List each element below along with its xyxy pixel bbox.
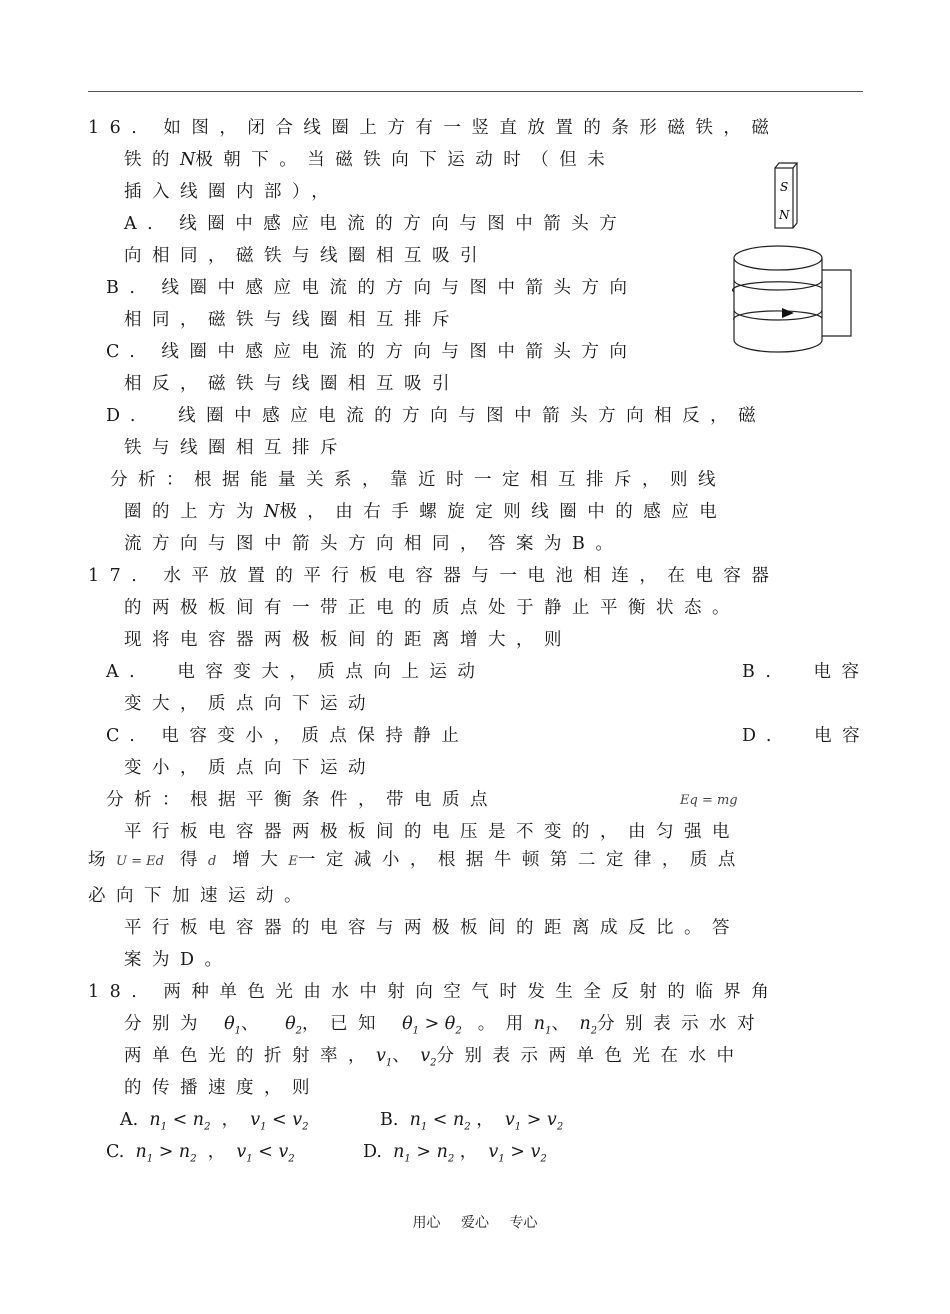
q16-option-b-line2: 相同，磁铁与线圈相互排斥: [124, 310, 460, 330]
magnet-coil-figure: [728, 160, 858, 360]
q16-line1: 16. 如图，闭合线圈上方有一竖直放置的条形磁铁，磁: [88, 118, 780, 138]
q16-line3: 插入线圈内部），: [124, 182, 340, 202]
q17-equation-eq-mg: Eq = mg: [680, 793, 738, 808]
q18-line3: 两单色光的折射率，$v_1$、$v_2$分别表示两单色光在水中: [124, 1046, 745, 1069]
q17-option-d-line1: D. 电容: [742, 726, 871, 746]
q16-option-d-line2: 铁与线圈相互排斥: [124, 438, 348, 458]
q18-line4: 的传播速度，则: [124, 1078, 320, 1098]
q16-analysis-line1: 分析：根据能量关系，靠近时一定相互排斥，则线: [110, 470, 726, 490]
q17-line2: 的两极板间有一带正电的质点处于静止平衡状态。: [124, 598, 740, 618]
q17-analysis-line3: 场U = Ed 得d 增大E一定减小，根据牛顿第二定律，质点: [88, 850, 746, 870]
q16-option-b-line1: B. 线圈中感应电流的方向与图中箭头方向: [106, 278, 638, 298]
footer-word-3: 专心: [509, 1215, 538, 1231]
q16-line2: 铁的N极朝下。当磁铁向下运动时（但未: [124, 150, 616, 170]
footer-word-2: 爱心: [461, 1215, 489, 1231]
magnet-n-label: N: [779, 208, 790, 222]
current-arrow-icon: [782, 308, 794, 318]
q17-analysis-line1: 分析：根据平衡条件，带电质点: [106, 790, 498, 810]
page-footer: [0, 1212, 950, 1232]
q16-option-d-line1: D. 线圈中感应电流的方向与图中箭头方向相反，磁: [106, 406, 767, 426]
q18-option-b: B. $n_1 < n_2$ ， $v_1 > v_2$: [380, 1110, 564, 1133]
q17-option-b-line2: 变大，质点向下运动: [124, 694, 376, 714]
q17-option-c: C. 电容变小，质点保持静止: [106, 726, 470, 746]
q18-line1: 18. 两种单色光由水中射向空气时发生全反射的临界角: [88, 982, 780, 1002]
q16-option-c-line1: C. 线圈中感应电流的方向与图中箭头方向: [106, 342, 638, 362]
q18-option-d: D. $n_1 > n_2$ ， $v_1 > v_2$: [363, 1142, 547, 1165]
q17-analysis-line5: 平行板电容器的电容与两极板间的距离成反比。答: [124, 918, 740, 938]
q18-option-c: C. $n_1 > n_2$ ， $v_1 < v_2$: [106, 1142, 295, 1165]
q17-analysis-line6: 案为D。: [124, 950, 233, 970]
q17-analysis-line4: 必向下加速运动。: [88, 886, 312, 906]
q16-option-a-line1: A. 线圈中感应电流的方向与图中箭头方: [124, 214, 628, 234]
q18-line2: 分别为 $\theta_1$、 $\theta_2$，已知 $\theta_1 > \theta_2$ 。用$n_1$、$n_2$分别表示水对: [124, 1014, 766, 1037]
q17-option-d-line2: 变小，质点向下运动: [124, 758, 376, 778]
q18-option-a: A. $n_1 < n_2$ ， $v_1 < v_2$: [120, 1110, 309, 1133]
q16-analysis-line2: 圈的上方为N极，由右手螺旋定则线圈中的感应电: [124, 502, 728, 522]
q17-analysis-line2: 平行板电容器两极板间的电压是不变的，由匀强电: [124, 822, 740, 842]
q17-line3: 现将电容器两极板间的距离增大，则: [124, 630, 572, 650]
q17-line1: 17. 水平放置的平行板电容器与一电池相连，在电容器: [88, 566, 780, 586]
footer-word-1: 用心: [412, 1215, 441, 1231]
magnet-s-label: S: [780, 180, 789, 194]
header-rule: [88, 91, 863, 92]
q17-option-a: A. 电容变大，质点向上运动: [106, 662, 486, 682]
q16-option-c-line2: 相反，磁铁与线圈相互吸引: [124, 374, 460, 394]
q17-option-b-line1: B. 电容: [742, 662, 870, 682]
q16-option-a-line2: 向相同，磁铁与线圈相互吸引: [124, 246, 488, 266]
q16-analysis-line3: 流方向与图中箭头方向相同，答案为B。: [124, 534, 624, 554]
